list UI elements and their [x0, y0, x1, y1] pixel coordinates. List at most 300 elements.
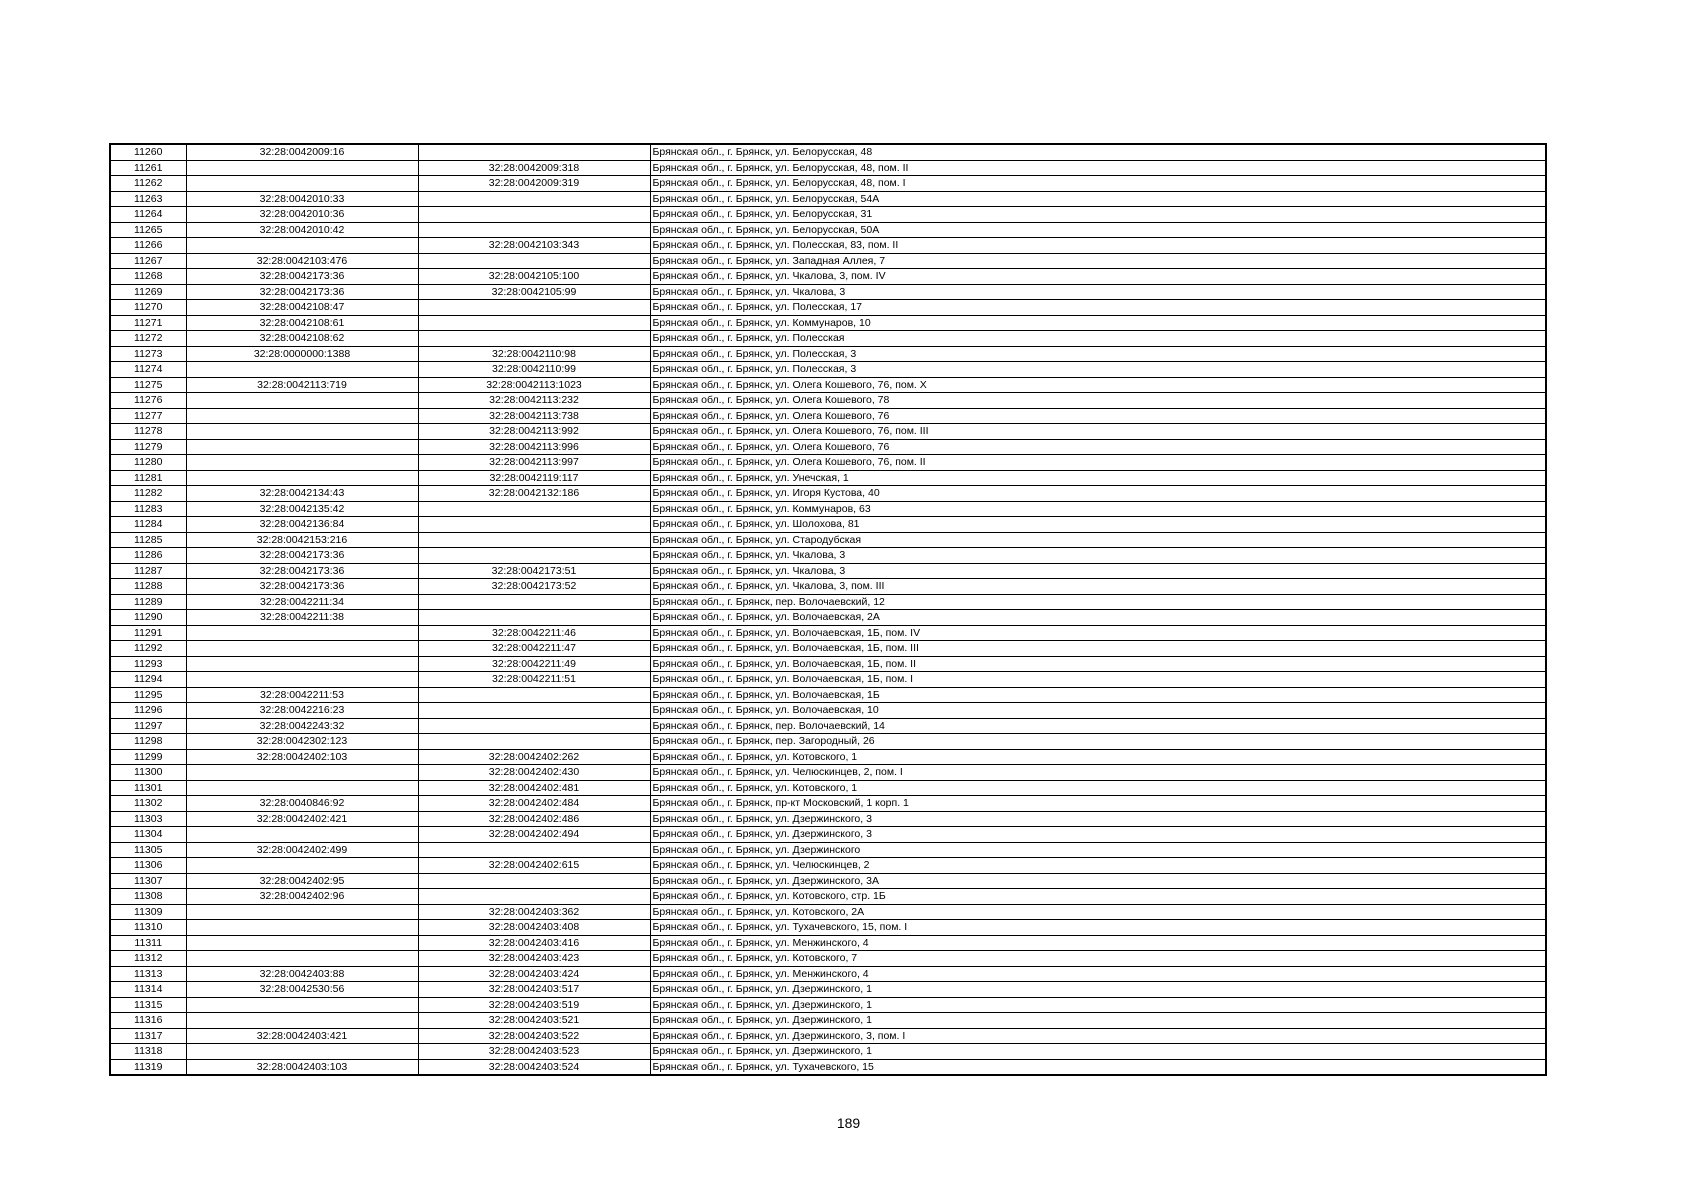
address-cell: Брянская обл., г. Брянск, ул. Челюскинцев, 2, пом. I [650, 765, 1546, 781]
address-cell: Брянская обл., г. Брянск, ул. Волочаевская, 1Б, пом. IV [650, 625, 1546, 641]
object-cadastral-cell: 32:28:0042211:46 [418, 625, 650, 641]
data-table [109, 143, 1547, 1076]
land-cadastral-cell [186, 625, 418, 641]
table-row [110, 191, 1546, 207]
object-cadastral-cell [418, 300, 650, 316]
land-cadastral-cell: 32:28:0042173:36 [186, 548, 418, 564]
address-cell: Брянская обл., г. Брянск, ул. Волочаевская, 1Б, пом. I [650, 672, 1546, 688]
table-row [110, 610, 1546, 626]
row-number-cell: 11293 [110, 656, 186, 672]
land-cadastral-cell: 32:28:0042302:123 [186, 734, 418, 750]
land-cadastral-cell: 32:28:0042402:103 [186, 749, 418, 765]
object-cadastral-cell: 32:28:0042403:521 [418, 1013, 650, 1029]
land-cadastral-cell [186, 780, 418, 796]
row-number-cell: 11276 [110, 393, 186, 409]
row-number-cell: 11295 [110, 687, 186, 703]
object-cadastral-cell [418, 842, 650, 858]
address-cell: Брянская обл., г. Брянск, ул. Унечская, 1 [650, 470, 1546, 486]
land-cadastral-cell: 32:28:0042402:95 [186, 873, 418, 889]
row-number-cell: 11298 [110, 734, 186, 750]
address-cell: Брянская обл., г. Брянск, ул. Дзержинского, 3А [650, 873, 1546, 889]
object-cadastral-cell: 32:28:0042110:98 [418, 346, 650, 362]
row-number-cell: 11267 [110, 253, 186, 269]
address-cell: Брянская обл., г. Брянск, ул. Полесская, 83, пом. II [650, 238, 1546, 254]
table-row [110, 176, 1546, 192]
object-cadastral-cell: 32:28:0042211:47 [418, 641, 650, 657]
land-cadastral-cell: 32:28:0040846:92 [186, 796, 418, 812]
object-cadastral-cell: 32:28:0042403:524 [418, 1059, 650, 1075]
address-cell: Брянская обл., г. Брянск, ул. Чкалова, 3 [650, 548, 1546, 564]
land-cadastral-cell [186, 858, 418, 874]
table-row [110, 455, 1546, 471]
row-number-cell: 11270 [110, 300, 186, 316]
row-number-cell: 11278 [110, 424, 186, 440]
address-cell: Брянская обл., г. Брянск, ул. Олега Кошевого, 76 [650, 439, 1546, 455]
table-row [110, 594, 1546, 610]
land-cadastral-cell: 32:28:0042153:216 [186, 532, 418, 548]
address-cell: Брянская обл., г. Брянск, пр-кт Московский, 1 корп. 1 [650, 796, 1546, 812]
object-cadastral-cell [418, 532, 650, 548]
object-cadastral-cell: 32:28:0042105:100 [418, 269, 650, 285]
object-cadastral-cell: 32:28:0042110:99 [418, 362, 650, 378]
row-number-cell: 11315 [110, 997, 186, 1013]
object-cadastral-cell: 32:28:0042211:49 [418, 656, 650, 672]
address-cell: Брянская обл., г. Брянск, ул. Полесская, 3 [650, 346, 1546, 362]
land-cadastral-cell [186, 672, 418, 688]
land-cadastral-cell [186, 393, 418, 409]
address-cell: Брянская обл., г. Брянск, ул. Полесская [650, 331, 1546, 347]
land-cadastral-cell [186, 951, 418, 967]
object-cadastral-cell: 32:28:0042113:1023 [418, 377, 650, 393]
row-number-cell: 11262 [110, 176, 186, 192]
table-row [110, 765, 1546, 781]
table-row [110, 734, 1546, 750]
table-row [110, 439, 1546, 455]
row-number-cell: 11291 [110, 625, 186, 641]
object-cadastral-cell: 32:28:0042403:523 [418, 1044, 650, 1060]
row-number-cell: 11292 [110, 641, 186, 657]
address-cell: Брянская обл., г. Брянск, ул. Дзержинского, 1 [650, 1044, 1546, 1060]
address-cell: Брянская обл., г. Брянск, ул. Полесская, 3 [650, 362, 1546, 378]
address-cell: Брянская обл., г. Брянск, ул. Белорусская, 31 [650, 207, 1546, 223]
land-cadastral-cell: 32:28:0042402:421 [186, 811, 418, 827]
land-cadastral-cell: 32:28:0042010:33 [186, 191, 418, 207]
table-row [110, 858, 1546, 874]
address-cell: Брянская обл., г. Брянск, ул. Котовского, 2А [650, 904, 1546, 920]
land-cadastral-cell: 32:28:0042108:61 [186, 315, 418, 331]
table-row [110, 532, 1546, 548]
table-row [110, 1044, 1546, 1060]
row-number-cell: 11299 [110, 749, 186, 765]
table-row [110, 1013, 1546, 1029]
address-cell: Брянская обл., г. Брянск, ул. Котовского, 1 [650, 780, 1546, 796]
row-number-cell: 11306 [110, 858, 186, 874]
table-row [110, 997, 1546, 1013]
land-cadastral-cell [186, 656, 418, 672]
address-cell: Брянская обл., г. Брянск, ул. Челюскинцев, 2 [650, 858, 1546, 874]
row-number-cell: 11297 [110, 718, 186, 734]
row-number-cell: 11318 [110, 1044, 186, 1060]
land-cadastral-cell [186, 827, 418, 843]
land-cadastral-cell [186, 408, 418, 424]
address-cell: Брянская обл., г. Брянск, ул. Белорусская, 54А [650, 191, 1546, 207]
address-cell: Брянская обл., г. Брянск, ул. Чкалова, 3 [650, 563, 1546, 579]
table-row [110, 222, 1546, 238]
address-cell: Брянская обл., г. Брянск, ул. Олега Кошевого, 76, пом. X [650, 377, 1546, 393]
table-row [110, 331, 1546, 347]
land-cadastral-cell [186, 160, 418, 176]
table-row [110, 904, 1546, 920]
row-number-cell: 11296 [110, 703, 186, 719]
object-cadastral-cell: 32:28:0042173:51 [418, 563, 650, 579]
row-number-cell: 11266 [110, 238, 186, 254]
land-cadastral-cell: 32:28:0042173:36 [186, 579, 418, 595]
object-cadastral-cell: 32:28:0042403:522 [418, 1028, 650, 1044]
address-cell: Брянская обл., г. Брянск, ул. Белорусская, 48, пом. I [650, 176, 1546, 192]
land-cadastral-cell: 32:28:0042135:42 [186, 501, 418, 517]
object-cadastral-cell [418, 222, 650, 238]
land-cadastral-cell [186, 1044, 418, 1060]
table-row [110, 935, 1546, 951]
address-cell: Брянская обл., г. Брянск, ул. Коммунаров, 63 [650, 501, 1546, 517]
row-number-cell: 11288 [110, 579, 186, 595]
table-row [110, 253, 1546, 269]
address-cell: Брянская обл., г. Брянск, ул. Дзержинского, 3 [650, 827, 1546, 843]
land-cadastral-cell [186, 424, 418, 440]
object-cadastral-cell: 32:28:0042173:52 [418, 579, 650, 595]
table-row [110, 672, 1546, 688]
land-cadastral-cell [186, 470, 418, 486]
object-cadastral-cell: 32:28:0042119:117 [418, 470, 650, 486]
table-row [110, 300, 1546, 316]
land-cadastral-cell [186, 1013, 418, 1029]
row-number-cell: 11261 [110, 160, 186, 176]
object-cadastral-cell: 32:28:0042403:424 [418, 966, 650, 982]
object-cadastral-cell: 32:28:0042402:430 [418, 765, 650, 781]
table-row [110, 889, 1546, 905]
table-row [110, 780, 1546, 796]
row-number-cell: 11314 [110, 982, 186, 998]
land-cadastral-cell: 32:28:0042136:84 [186, 517, 418, 533]
object-cadastral-cell: 32:28:0042009:319 [418, 176, 650, 192]
object-cadastral-cell: 32:28:0042402:481 [418, 780, 650, 796]
row-number-cell: 11307 [110, 873, 186, 889]
address-cell: Брянская обл., г. Брянск, ул. Волочаевская, 2А [650, 610, 1546, 626]
land-cadastral-cell: 32:28:0042009:16 [186, 144, 418, 160]
land-cadastral-cell: 32:28:0042243:32 [186, 718, 418, 734]
row-number-cell: 11300 [110, 765, 186, 781]
object-cadastral-cell: 32:28:0042403:362 [418, 904, 650, 920]
land-cadastral-cell: 32:28:0042173:36 [186, 563, 418, 579]
object-cadastral-cell: 32:28:0042113:996 [418, 439, 650, 455]
address-cell: Брянская обл., г. Брянск, ул. Котовского, стр. 1Б [650, 889, 1546, 905]
table-row [110, 579, 1546, 595]
table-row [110, 749, 1546, 765]
row-number-cell: 11271 [110, 315, 186, 331]
table-row [110, 424, 1546, 440]
land-cadastral-cell [186, 176, 418, 192]
table-row [110, 966, 1546, 982]
address-cell: Брянская обл., г. Брянск, ул. Белорусская, 48 [650, 144, 1546, 160]
row-number-cell: 11263 [110, 191, 186, 207]
land-cadastral-cell: 32:28:0042134:43 [186, 486, 418, 502]
object-cadastral-cell [418, 207, 650, 223]
address-cell: Брянская обл., г. Брянск, ул. Коммунаров, 10 [650, 315, 1546, 331]
object-cadastral-cell: 32:28:0042402:484 [418, 796, 650, 812]
address-cell: Брянская обл., г. Брянск, ул. Дзержинского, 1 [650, 1013, 1546, 1029]
table-row [110, 703, 1546, 719]
object-cadastral-cell: 32:28:0042113:992 [418, 424, 650, 440]
table-row [110, 207, 1546, 223]
object-cadastral-cell [418, 548, 650, 564]
row-number-cell: 11289 [110, 594, 186, 610]
address-cell: Брянская обл., г. Брянск, ул. Волочаевская, 1Б [650, 687, 1546, 703]
land-cadastral-cell: 32:28:0042530:56 [186, 982, 418, 998]
address-cell: Брянская обл., г. Брянск, ул. Дзержинского, 1 [650, 997, 1546, 1013]
page-number: 189 [836, 1115, 861, 1131]
object-cadastral-cell [418, 517, 650, 533]
object-cadastral-cell [418, 331, 650, 347]
land-cadastral-cell: 32:28:0042108:62 [186, 331, 418, 347]
object-cadastral-cell: 32:28:0042403:416 [418, 935, 650, 951]
object-cadastral-cell [418, 734, 650, 750]
table-row [110, 563, 1546, 579]
address-cell: Брянская обл., г. Брянск, ул. Дзержинского, 3, пом. I [650, 1028, 1546, 1044]
object-cadastral-cell: 32:28:0042132:186 [418, 486, 650, 502]
row-number-cell: 11265 [110, 222, 186, 238]
row-number-cell: 11286 [110, 548, 186, 564]
object-cadastral-cell [418, 144, 650, 160]
address-cell: Брянская обл., г. Брянск, ул. Полесская, 17 [650, 300, 1546, 316]
land-cadastral-cell [186, 238, 418, 254]
table-row [110, 346, 1546, 362]
table-row [110, 687, 1546, 703]
row-number-cell: 11273 [110, 346, 186, 362]
object-cadastral-cell [418, 501, 650, 517]
land-cadastral-cell [186, 439, 418, 455]
land-cadastral-cell: 32:28:0042216:23 [186, 703, 418, 719]
land-cadastral-cell: 32:28:0042173:36 [186, 269, 418, 285]
address-cell: Брянская обл., г. Брянск, ул. Дзержинского [650, 842, 1546, 858]
table-row [110, 548, 1546, 564]
object-cadastral-cell [418, 610, 650, 626]
table-row [110, 362, 1546, 378]
row-number-cell: 11301 [110, 780, 186, 796]
object-cadastral-cell: 32:28:0042403:517 [418, 982, 650, 998]
table-row [110, 718, 1546, 734]
object-cadastral-cell [418, 315, 650, 331]
row-number-cell: 11316 [110, 1013, 186, 1029]
land-cadastral-cell: 32:28:0000000:1388 [186, 346, 418, 362]
row-number-cell: 11283 [110, 501, 186, 517]
object-cadastral-cell [418, 703, 650, 719]
address-cell: Брянская обл., г. Брянск, ул. Дзержинского, 3 [650, 811, 1546, 827]
address-cell: Брянская обл., г. Брянск, ул. Менжинского, 4 [650, 966, 1546, 982]
address-cell: Брянская обл., г. Брянск, ул. Волочаевская, 1Б, пом. III [650, 641, 1546, 657]
address-cell: Брянская обл., г. Брянск, ул. Чкалова, 3, пом. III [650, 579, 1546, 595]
address-cell: Брянская обл., г. Брянск, ул. Игоря Кустова, 40 [650, 486, 1546, 502]
table-row [110, 827, 1546, 843]
row-number-cell: 11294 [110, 672, 186, 688]
object-cadastral-cell: 32:28:0042402:494 [418, 827, 650, 843]
object-cadastral-cell [418, 873, 650, 889]
row-number-cell: 11304 [110, 827, 186, 843]
table-row [110, 1059, 1546, 1075]
object-cadastral-cell [418, 687, 650, 703]
land-cadastral-cell [186, 904, 418, 920]
table-row [110, 238, 1546, 254]
table-row [110, 408, 1546, 424]
address-cell: Брянская обл., г. Брянск, ул. Олега Кошевого, 76, пом. III [650, 424, 1546, 440]
object-cadastral-cell: 32:28:0042113:738 [418, 408, 650, 424]
object-cadastral-cell: 32:28:0042113:997 [418, 455, 650, 471]
object-cadastral-cell [418, 718, 650, 734]
table-row [110, 377, 1546, 393]
address-cell: Брянская обл., г. Брянск, пер. Волочаевский, 12 [650, 594, 1546, 610]
row-number-cell: 11319 [110, 1059, 186, 1075]
address-cell: Брянская обл., г. Брянск, ул. Олега Кошевого, 78 [650, 393, 1546, 409]
row-number-cell: 11269 [110, 284, 186, 300]
address-cell: Брянская обл., г. Брянск, ул. Тухачевского, 15 [650, 1059, 1546, 1075]
table-row [110, 656, 1546, 672]
address-cell: Брянская обл., г. Брянск, ул. Олега Кошевого, 76, пом. II [650, 455, 1546, 471]
table-row [110, 315, 1546, 331]
address-cell: Брянская обл., г. Брянск, пер. Загородный, 26 [650, 734, 1546, 750]
object-cadastral-cell: 32:28:0042402:615 [418, 858, 650, 874]
address-cell: Брянская обл., г. Брянск, ул. Олега Кошевого, 76 [650, 408, 1546, 424]
table-row [110, 160, 1546, 176]
land-cadastral-cell: 32:28:0042173:36 [186, 284, 418, 300]
table-row [110, 501, 1546, 517]
object-cadastral-cell: 32:28:0042403:423 [418, 951, 650, 967]
land-cadastral-cell: 32:28:0042211:34 [186, 594, 418, 610]
land-cadastral-cell [186, 765, 418, 781]
table-row [110, 982, 1546, 998]
table-row [110, 842, 1546, 858]
land-cadastral-cell: 32:28:0042211:53 [186, 687, 418, 703]
row-number-cell: 11281 [110, 470, 186, 486]
row-number-cell: 11311 [110, 935, 186, 951]
address-cell: Брянская обл., г. Брянск, ул. Белорусская, 50А [650, 222, 1546, 238]
table-row [110, 811, 1546, 827]
table-row [110, 641, 1546, 657]
land-cadastral-cell [186, 455, 418, 471]
table-row [110, 269, 1546, 285]
object-cadastral-cell: 32:28:0042211:51 [418, 672, 650, 688]
address-cell: Брянская обл., г. Брянск, пер. Волочаевский, 14 [650, 718, 1546, 734]
land-cadastral-cell [186, 362, 418, 378]
object-cadastral-cell: 32:28:0042402:262 [418, 749, 650, 765]
table-row [110, 1028, 1546, 1044]
object-cadastral-cell [418, 889, 650, 905]
table-row [110, 284, 1546, 300]
land-cadastral-cell: 32:28:0042402:96 [186, 889, 418, 905]
table-row [110, 625, 1546, 641]
land-cadastral-cell: 32:28:0042108:47 [186, 300, 418, 316]
land-cadastral-cell: 32:28:0042010:36 [186, 207, 418, 223]
row-number-cell: 11260 [110, 144, 186, 160]
address-cell: Брянская обл., г. Брянск, ул. Котовского, 1 [650, 749, 1546, 765]
row-number-cell: 11290 [110, 610, 186, 626]
row-number-cell: 11285 [110, 532, 186, 548]
object-cadastral-cell [418, 253, 650, 269]
land-cadastral-cell: 32:28:0042403:421 [186, 1028, 418, 1044]
land-cadastral-cell: 32:28:0042403:88 [186, 966, 418, 982]
object-cadastral-cell: 32:28:0042009:318 [418, 160, 650, 176]
row-number-cell: 11317 [110, 1028, 186, 1044]
row-number-cell: 11309 [110, 904, 186, 920]
address-cell: Брянская обл., г. Брянск, ул. Тухачевского, 15, пом. I [650, 920, 1546, 936]
table-row [110, 393, 1546, 409]
land-cadastral-cell [186, 641, 418, 657]
row-number-cell: 11287 [110, 563, 186, 579]
row-number-cell: 11310 [110, 920, 186, 936]
row-number-cell: 11264 [110, 207, 186, 223]
land-cadastral-cell: 32:28:0042211:38 [186, 610, 418, 626]
row-number-cell: 11313 [110, 966, 186, 982]
table-row [110, 873, 1546, 889]
row-number-cell: 11272 [110, 331, 186, 347]
row-number-cell: 11312 [110, 951, 186, 967]
address-cell: Брянская обл., г. Брянск, ул. Шолохова, 81 [650, 517, 1546, 533]
object-cadastral-cell: 32:28:0042113:232 [418, 393, 650, 409]
address-cell: Брянская обл., г. Брянск, ул. Котовского, 7 [650, 951, 1546, 967]
table-row [110, 920, 1546, 936]
row-number-cell: 11268 [110, 269, 186, 285]
row-number-cell: 11303 [110, 811, 186, 827]
address-cell: Брянская обл., г. Брянск, ул. Западная Аллея, 7 [650, 253, 1546, 269]
object-cadastral-cell: 32:28:0042105:99 [418, 284, 650, 300]
table-row [110, 951, 1546, 967]
object-cadastral-cell: 32:28:0042103:343 [418, 238, 650, 254]
row-number-cell: 11280 [110, 455, 186, 471]
object-cadastral-cell: 32:28:0042403:519 [418, 997, 650, 1013]
object-cadastral-cell [418, 191, 650, 207]
row-number-cell: 11279 [110, 439, 186, 455]
data-table-body [110, 144, 1546, 1075]
land-cadastral-cell: 32:28:0042402:499 [186, 842, 418, 858]
address-cell: Брянская обл., г. Брянск, ул. Волочаевская, 1Б, пом. II [650, 656, 1546, 672]
land-cadastral-cell: 32:28:0042103:476 [186, 253, 418, 269]
table-row [110, 470, 1546, 486]
land-cadastral-cell: 32:28:0042010:42 [186, 222, 418, 238]
address-cell: Брянская обл., г. Брянск, ул. Чкалова, 3 [650, 284, 1546, 300]
land-cadastral-cell: 32:28:0042113:719 [186, 377, 418, 393]
row-number-cell: 11284 [110, 517, 186, 533]
row-number-cell: 11305 [110, 842, 186, 858]
row-number-cell: 11275 [110, 377, 186, 393]
land-cadastral-cell [186, 997, 418, 1013]
address-cell: Брянская обл., г. Брянск, ул. Волочаевская, 10 [650, 703, 1546, 719]
land-cadastral-cell [186, 935, 418, 951]
address-cell: Брянская обл., г. Брянск, ул. Стародубская [650, 532, 1546, 548]
row-number-cell: 11282 [110, 486, 186, 502]
table-row [110, 486, 1546, 502]
row-number-cell: 11308 [110, 889, 186, 905]
row-number-cell: 11302 [110, 796, 186, 812]
land-cadastral-cell [186, 920, 418, 936]
address-cell: Брянская обл., г. Брянск, ул. Белорусская, 48, пом. II [650, 160, 1546, 176]
address-cell: Брянская обл., г. Брянск, ул. Дзержинского, 1 [650, 982, 1546, 998]
address-cell: Брянская обл., г. Брянск, ул. Чкалова, 3, пом. IV [650, 269, 1546, 285]
table-row [110, 144, 1546, 160]
land-cadastral-cell: 32:28:0042403:103 [186, 1059, 418, 1075]
object-cadastral-cell: 32:28:0042402:486 [418, 811, 650, 827]
address-cell: Брянская обл., г. Брянск, ул. Менжинского, 4 [650, 935, 1546, 951]
table-row [110, 796, 1546, 812]
row-number-cell: 11274 [110, 362, 186, 378]
object-cadastral-cell [418, 594, 650, 610]
